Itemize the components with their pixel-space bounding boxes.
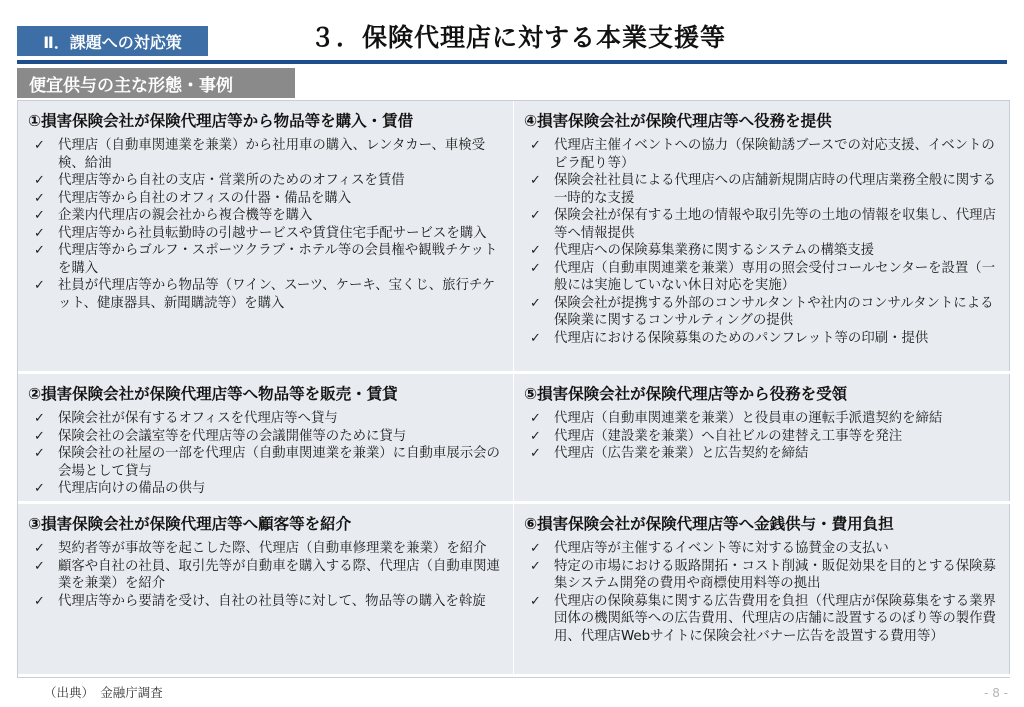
source-note: （出典） 金融庁調査 [44, 685, 163, 700]
check-icon: ✓ [34, 593, 45, 609]
list-item: ✓ 代理店等から自社のオフィスの什器・備品を購入 [34, 190, 352, 206]
case-heading: ③損害保険会社が保険代理店等へ顧客等を紹介 [28, 515, 352, 533]
case-list [28, 137, 503, 312]
list-item: ✓ 保険会社の社屋の一部を代理店（自動車関連業を兼業）に自動車展示会の会場として貸与 [34, 446, 500, 479]
section-tag: Ⅱ．課題への対応策 [17, 26, 208, 56]
case-heading: ④損害保険会社が保険代理店等へ役務を提供 [524, 112, 832, 130]
check-icon: ✓ [530, 541, 541, 556]
check-icon: ✓ [34, 411, 45, 426]
case-heading: ①損害保険会社が保険代理店等から物品等を購入・賃借 [28, 112, 414, 130]
case-cell-4 [514, 101, 1010, 374]
check-icon: ✓ [530, 138, 541, 153]
check-icon: ✓ [34, 225, 45, 241]
section-label: 便宜供与の主な形態・事例 [17, 68, 295, 98]
case-list [524, 137, 1000, 347]
case-list [28, 540, 503, 610]
check-icon: ✓ [34, 138, 45, 153]
page-number: - 8 - [984, 686, 1008, 700]
case-cell-6 [514, 504, 1010, 677]
check-icon: ✓ [530, 558, 541, 574]
check-icon: ✓ [530, 593, 541, 609]
case-heading: ⑤損害保険会社が保険代理店等から役務を受領 [524, 385, 848, 403]
list-item: ✓ 代理店等が主催するイベント等に対する協賛金の支払い [530, 541, 889, 556]
check-icon: ✓ [34, 541, 45, 556]
list-item: ✓ 特定の市場における販路開拓・コスト削減・販促効果を目的とする保険募集システム開発の費用や商標使用料等の拠出 [530, 558, 996, 591]
check-icon: ✓ [34, 208, 45, 223]
check-icon: ✓ [530, 173, 541, 188]
list-item: ✓ 保険会社の会議室等を代理店等の会議開催等のために貸与 [34, 428, 407, 444]
list-item: ✓ 代理店等からゴルフ・スポーツクラブ・ホテル等の会員権や観戦チケットを購入 [34, 243, 498, 276]
check-icon: ✓ [530, 295, 541, 311]
list-item: ✓ 代理店における保険募集のためのパンフレット等の印刷・提供 [530, 330, 929, 346]
list-item: ✓ 代理店（自動車関連業を兼業）から社用車の購入、レンタカー、車検受検、給油 [34, 138, 486, 171]
list-item: ✓ 代理店（自動車関連業を兼業）専用の照会受付コールセンターを設置（一般には実施していない休日対応を実施） [530, 260, 996, 293]
list-item: ✓ 顧客や自社の社員、取引先等が自動車を購入する際、代理店（自動車関連業を兼業）を紹介 [34, 558, 500, 591]
list-item: ✓ 社員が代理店等から物品等（ワイン、スーツ、ケーキ、宝くじ、旅行チケット、健康器具、新聞購読等）を購入 [34, 278, 496, 311]
page-title: ３．保険代理店に対する本業支援等 [310, 23, 727, 52]
list-item: ✓ 代理店（自動車関連業を兼業）と役員車の運転手派遣契約を締結 [530, 411, 943, 426]
check-icon: ✓ [530, 428, 541, 444]
check-icon: ✓ [530, 446, 541, 461]
list-item: ✓ 代理店（建設業を兼業）へ自社ビルの建替え工事等を発注 [530, 428, 903, 444]
list-item: ✓ 企業内代理店の親会社から複合機等を購入 [34, 208, 313, 223]
case-heading: ⑥損害保険会社が保険代理店等へ金銭供与・費用負担 [524, 515, 894, 533]
check-icon: ✓ [530, 208, 541, 223]
case-cell-1 [18, 101, 514, 374]
list-item: ✓ 契約者等が事故等を起こした際、代理店（自動車修理業を兼業）を紹介 [34, 541, 487, 556]
check-icon: ✓ [34, 446, 45, 461]
check-icon: ✓ [34, 243, 45, 258]
check-icon: ✓ [34, 278, 45, 293]
title-divider [17, 60, 1007, 64]
list-item: ✓ 代理店主催イベントへの協力（保険勧誘ブースでの対応支援、イベントのビラ配り等） [530, 138, 995, 171]
list-item: ✓ 代理店等から社員転勤時の引越サービスや賃貸住宅手配サービスを購入 [34, 225, 487, 241]
case-list [28, 410, 503, 498]
check-icon: ✓ [530, 260, 541, 276]
check-icon: ✓ [34, 558, 45, 574]
case-heading: ②損害保険会社が保険代理店等へ物品等を販売・賃貸 [28, 385, 398, 403]
list-item: ✓ 保険会社が保有する土地の情報や取引先等の土地の情報を収集し、代理店等へ情報提供 [530, 208, 996, 241]
check-icon: ✓ [34, 428, 45, 444]
case-cell-2 [18, 374, 514, 504]
list-item: ✓ 代理店（広告業を兼業）と広告契約を締結 [530, 446, 809, 461]
check-icon: ✓ [34, 481, 45, 496]
list-item: ✓ 代理店の保険募集に関する広告費用を負担（代理店が保険募集をする業界団体の機関紙等への広告費用、代理店の店舗に設置するのぼり等の製作費用、代理店Webサイトに保険会社バナー広告を設置する費用等） [530, 593, 996, 644]
list-item: ✓ 代理店等から要請を受け、自社の社員等に対して、物品等の購入を斡旋 [34, 593, 486, 609]
check-icon: ✓ [34, 190, 45, 206]
case-cell-3 [18, 504, 514, 677]
list-item: ✓ 保険会社社員による代理店への店舗新規開店時の代理店業務全般に関する一時的な支援 [530, 173, 996, 206]
case-list [524, 540, 1000, 645]
list-item: ✓ 保険会社が保有するオフィスを代理店等へ貸与 [34, 411, 338, 426]
case-cell-5 [514, 374, 1010, 504]
check-icon: ✓ [530, 330, 541, 346]
list-item: ✓ 代理店への保険募集業務に関するシステムの構築支援 [530, 243, 875, 258]
cases-grid [17, 100, 1010, 678]
list-item: ✓ 保険会社が提携する外部のコンサルタントや社内のコンサルタントによる保険業に関するコンサルティングの提供 [530, 295, 994, 328]
list-item: ✓ 代理店等から自社の支店・営業所のためのオフィスを賃借 [34, 173, 405, 188]
check-icon: ✓ [530, 411, 541, 426]
check-icon: ✓ [34, 173, 45, 188]
case-list [524, 410, 1000, 463]
check-icon: ✓ [530, 243, 541, 258]
list-item: ✓ 代理店向けの備品の供与 [34, 481, 206, 496]
